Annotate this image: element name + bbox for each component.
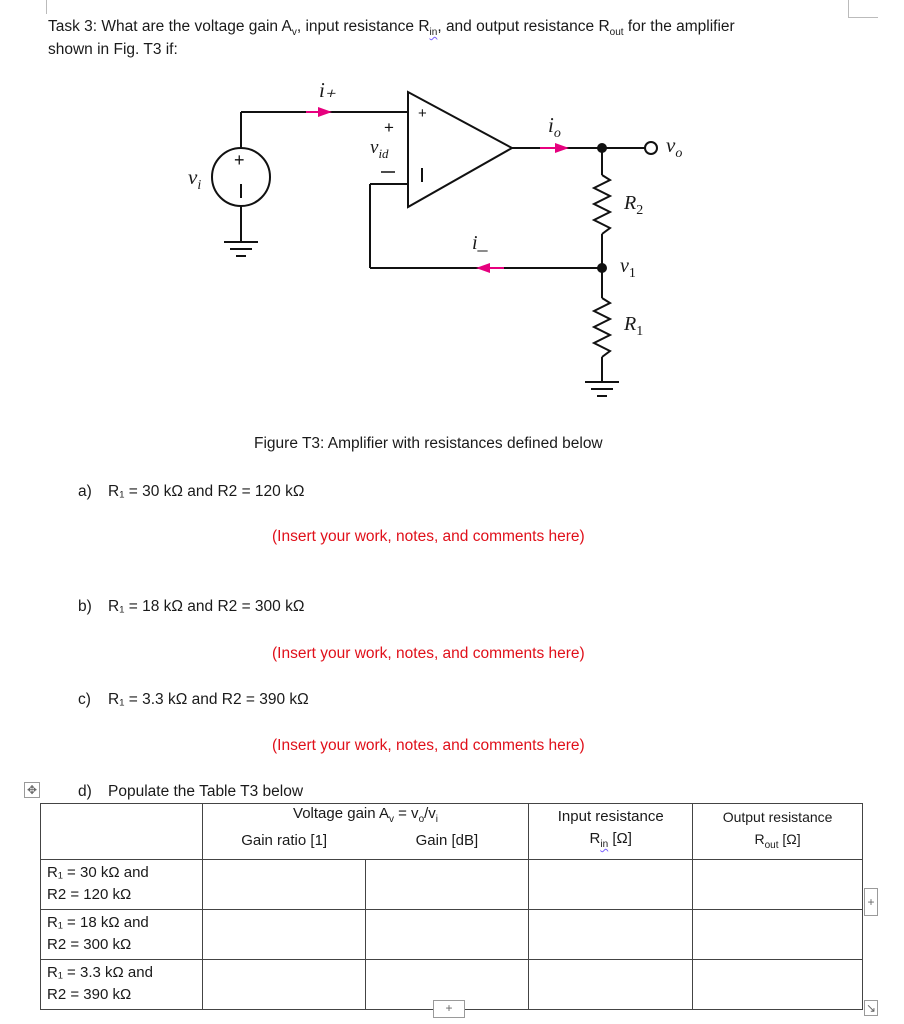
output-resistance-cell[interactable] — [693, 909, 863, 959]
output-node — [597, 143, 607, 153]
part-b-label: b) — [78, 598, 92, 615]
part-a-text: R₁ = 30 kΩ and R2 = 120 kΩ — [108, 483, 305, 500]
add-row-button[interactable]: + — [433, 1000, 465, 1018]
task-heading-line1: Task 3: What are the voltage gain $A_v$, input resistance $R_{in}$, and output resistance $R_{out}$ for the amplifier — [48, 18, 735, 39]
v1-node — [597, 263, 607, 273]
output-resistance-header[interactable]: Output resistance $R_{out}$ [Ω] — [693, 804, 863, 860]
gain-ratio-cell[interactable] — [202, 959, 365, 1009]
input-resistance-cell[interactable] — [529, 959, 693, 1009]
output-resistance-cell[interactable] — [693, 859, 863, 909]
figure-caption: Figure T3: Amplifier with resistances defined below — [254, 435, 603, 452]
gain-db-cell[interactable] — [365, 859, 529, 909]
label-r1: $R_1$ — [624, 313, 644, 339]
output-resistance-cell[interactable] — [693, 959, 863, 1009]
table-header-row — [41, 804, 863, 860]
part-c-label: c) — [78, 691, 91, 708]
amplifier-circuit-figure — [0, 0, 904, 430]
label-v-i: $v_i$ — [188, 165, 202, 194]
gain-ratio-cell[interactable] — [202, 909, 365, 959]
part-a-label: a) — [78, 483, 92, 500]
source-plus-sign: + — [234, 150, 245, 170]
row-label-cell[interactable]: R₁ = 3.3 kΩ and R2 = 390 kΩ — [41, 959, 203, 1009]
part-c-note[interactable]: (Insert your work, notes, and comments here) — [272, 737, 585, 754]
add-column-button[interactable]: + — [864, 888, 878, 916]
label-v1: $v_1$ — [620, 255, 636, 281]
resistor-r1 — [594, 298, 610, 357]
label-i-o: $i_o$ — [548, 113, 561, 142]
row-label-cell[interactable]: R₁ = 18 kΩ and R2 = 300 kΩ — [41, 909, 203, 959]
i-plus-arrow — [318, 107, 332, 117]
input-resistance-cell[interactable] — [529, 909, 693, 959]
input-resistance-header[interactable]: Input resistance $R_{in}$ [Ω] — [529, 804, 693, 860]
gain-ratio-cell[interactable] — [202, 859, 365, 909]
label-i-minus: i_ — [472, 232, 488, 254]
gain-db-header: Gain [dB] — [415, 832, 479, 849]
vid-plus-sign: + — [384, 118, 394, 137]
task-heading-line2: shown in Fig. T3 if: — [48, 41, 178, 58]
gain-db-cell[interactable] — [365, 909, 529, 959]
label-i-plus: i₊ — [319, 78, 336, 102]
input-resistance-cell[interactable] — [529, 859, 693, 909]
i-minus-arrow — [476, 263, 490, 273]
part-d-text: Populate the Table T3 below — [108, 783, 304, 800]
voltage-gain-header-cell[interactable]: Voltage gain $A_v = v_o/v_i$ Gain ratio [1] Gain [dB] — [202, 804, 529, 860]
resistor-r2 — [594, 175, 610, 234]
i-o-arrow — [555, 143, 569, 153]
table-row — [41, 859, 863, 909]
table-corner-cell[interactable] — [41, 804, 203, 860]
table-resize-handle[interactable]: ↘ — [865, 1001, 877, 1015]
gain-ratio-header: Gain ratio [1] — [241, 832, 328, 849]
label-r2: $R_2$ — [624, 192, 644, 218]
opamp-plus-sign: + — [418, 105, 427, 122]
part-c-text: R₁ = 3.3 kΩ and R2 = 390 kΩ — [108, 691, 309, 708]
part-a-note[interactable]: (Insert your work, notes, and comments here) — [272, 528, 585, 545]
table-row — [41, 909, 863, 959]
part-d-label: d) — [78, 783, 92, 800]
table-move-handle[interactable]: ✥ — [24, 782, 40, 798]
row-label-cell[interactable]: R₁ = 30 kΩ and R2 = 120 kΩ — [41, 859, 203, 909]
part-b-text: R₁ = 18 kΩ and R2 = 300 kΩ — [108, 598, 305, 615]
label-v-o: $v_o$ — [666, 133, 683, 162]
table-t3 — [40, 803, 863, 1010]
label-v-id: $v_{id}$ — [370, 137, 389, 161]
part-b-note[interactable]: (Insert your work, notes, and comments here) — [272, 645, 585, 662]
